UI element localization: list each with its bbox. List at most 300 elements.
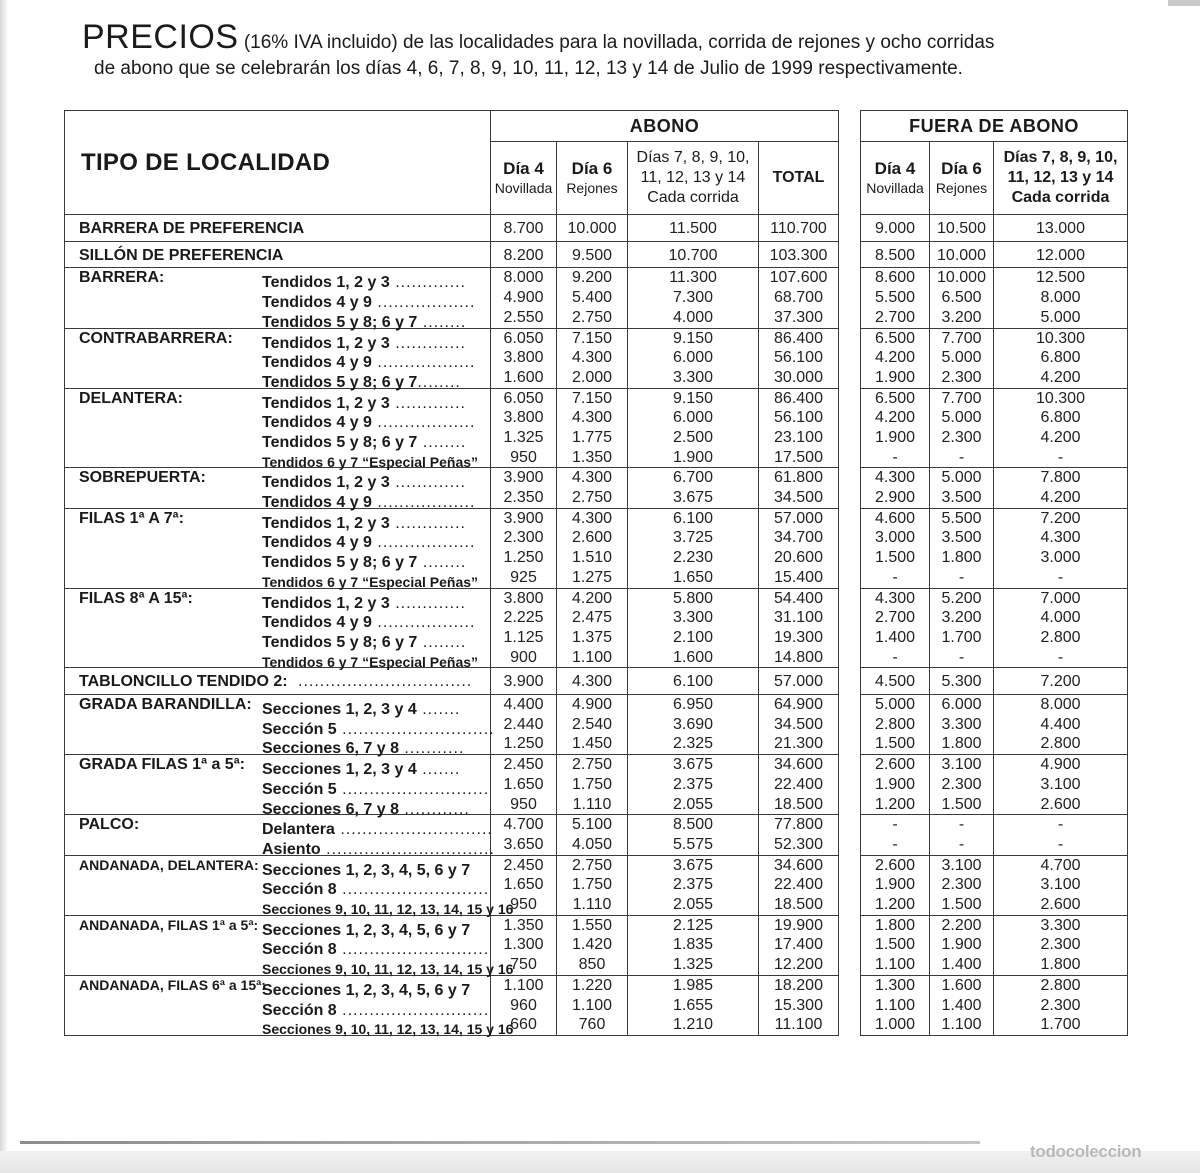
subsection-list <box>262 273 482 332</box>
price-value: 1.650 <box>672 568 714 586</box>
price-value: - <box>958 648 965 666</box>
leader-dots: ........ <box>417 633 467 651</box>
section-name: FILAS 8ª A 15ª: <box>79 589 193 607</box>
price-value: 5.575 <box>672 835 714 853</box>
price-value: 5.400 <box>571 289 613 307</box>
price-value: 950 <box>510 795 537 813</box>
price-cell-fuera-dia6 <box>930 915 994 975</box>
price-cell-abono-total <box>759 215 839 242</box>
price-value: 9.150 <box>672 389 714 407</box>
column-gap <box>839 328 861 388</box>
price-cell-abono-dia4 <box>491 388 557 468</box>
subsection-text: Tendidos 6 y 7 “Especial Peñas” <box>262 573 479 590</box>
price-cell-fuera-dia4 <box>861 215 930 242</box>
table-row <box>65 915 1128 975</box>
price-value: 2.900 <box>874 489 916 507</box>
price-value: 5.000 <box>941 409 982 427</box>
price-value: 6.000 <box>941 696 982 714</box>
price-value: 2.540 <box>571 715 613 733</box>
price-value: 4.900 <box>571 696 613 714</box>
price-cell-abono-dias-7-14 <box>628 241 759 268</box>
price-value: 4.200 <box>1040 489 1081 507</box>
price-cell-abono-dia6 <box>557 328 628 388</box>
price-value: 2.800 <box>1040 628 1081 646</box>
leader-dots: ....... <box>416 701 461 719</box>
leader-dots: ............. <box>389 594 466 612</box>
price-value: 8.000 <box>1040 289 1081 307</box>
price-value: 6.100 <box>672 509 714 527</box>
price-cell-fuera-dias-7-14 <box>994 668 1128 695</box>
price-value: 6.500 <box>874 389 916 407</box>
subsection-label <box>262 820 493 840</box>
leader-dots: ............................ <box>334 821 493 839</box>
price-cell-fuera-dias-7-14 <box>994 508 1128 588</box>
price-cell-abono-dia4 <box>491 508 557 588</box>
price-value: 2.750 <box>571 489 613 507</box>
price-value: - <box>1057 568 1064 586</box>
price-value: 3.300 <box>1040 916 1081 934</box>
price-cell-abono-dias-7-14 <box>628 915 759 975</box>
price-value: 3.900 <box>503 509 544 527</box>
section-name: SILLÓN DE PREFERENCIA <box>79 246 284 264</box>
section-name: ANDANADA, DELANTERA: <box>79 856 259 873</box>
price-value: 18.200 <box>774 976 823 994</box>
price-value: - <box>958 568 965 586</box>
subsection-text: Tendidos 4 y 9 <box>262 614 372 632</box>
price-cell-abono-dia4 <box>491 328 557 388</box>
price-value: 5.200 <box>941 589 982 607</box>
price-value: 5.500 <box>941 509 982 527</box>
price-cell-fuera-dia4 <box>861 468 930 508</box>
column-gap <box>839 755 861 815</box>
price-value: 5.000 <box>941 349 982 367</box>
leader-dots: ....... <box>416 761 461 779</box>
leader-dots: .................. <box>371 294 476 312</box>
leader-dots: ............................... <box>320 840 495 858</box>
price-value: 8.000 <box>503 269 544 287</box>
price-value: 1.100 <box>874 996 916 1014</box>
price-cell-abono-total <box>759 755 839 815</box>
price-cell-fuera-dia6 <box>930 215 994 242</box>
price-value: 8.700 <box>503 220 544 237</box>
price-value: 1.600 <box>672 648 714 666</box>
price-value: 850 <box>578 956 606 974</box>
price-value: 31.100 <box>774 609 823 627</box>
price-value: 8.600 <box>874 269 916 287</box>
price-value: 760 <box>578 1016 606 1034</box>
price-value: 1.200 <box>874 896 916 914</box>
price-cell-abono-total <box>759 668 839 695</box>
price-value: 68.700 <box>774 289 823 307</box>
column-gap <box>839 975 861 1035</box>
price-value: 1.500 <box>941 795 982 813</box>
subsection-label <box>262 780 490 800</box>
leader-dots: .................. <box>371 614 476 632</box>
col-fuera-dia6-title: Día 6 <box>941 159 982 178</box>
price-value: 4.300 <box>571 673 613 691</box>
col-fuera-novillada: Novillada <box>866 180 924 196</box>
subsection-list <box>262 861 514 920</box>
price-cell-abono-dia6 <box>557 388 628 468</box>
price-cell-abono-dias-7-14 <box>628 695 759 755</box>
price-value: 1.220 <box>571 976 613 994</box>
price-value: 5.800 <box>672 589 714 607</box>
price-cell-fuera-dias-7-14 <box>994 328 1128 388</box>
price-value: 1.350 <box>571 448 613 466</box>
price-cell-fuera-dias-7-14 <box>994 855 1128 915</box>
price-cell-fuera-dias-7-14 <box>994 468 1128 508</box>
price-value: 3.300 <box>672 609 714 627</box>
price-cell-abono-dia6 <box>557 815 628 855</box>
price-value: 4.200 <box>571 589 613 607</box>
subsection-text: Tendidos 4 y 9 <box>262 414 372 432</box>
leader-dots: ........ <box>417 373 461 391</box>
price-value: 7.200 <box>1040 673 1081 691</box>
table-row <box>65 241 1128 268</box>
column-gap <box>839 668 861 695</box>
price-value: 2.325 <box>672 735 714 753</box>
subsection-label <box>262 394 482 414</box>
table-row <box>65 855 1128 915</box>
subsection-text: Tendidos 1, 2 y 3 <box>262 514 390 532</box>
section-name: BARRERA DE PREFERENCIA <box>79 220 305 237</box>
price-cell-abono-dias-7-14 <box>628 268 759 328</box>
col-fuera-dia6 <box>930 142 994 215</box>
subsection-text: Tendidos 4 y 9 <box>262 294 372 312</box>
price-value: 34.700 <box>774 529 823 547</box>
price-cell-abono-total <box>759 588 839 668</box>
price-value: 4.000 <box>672 308 714 326</box>
price-cell-abono-total <box>759 328 839 388</box>
subsection-list <box>262 760 490 819</box>
price-value: 2.375 <box>672 876 714 894</box>
price-value: - <box>1057 648 1064 666</box>
subsection-text: Tendidos 4 y 9 <box>262 354 372 372</box>
section-name-cell <box>65 215 491 242</box>
subsection-label <box>262 514 482 534</box>
section-name-cell <box>65 668 491 695</box>
price-value: 1.500 <box>874 735 916 753</box>
price-value: 6.050 <box>503 329 544 347</box>
page-corner-shadow <box>1168 0 1200 6</box>
price-cell-abono-dia6 <box>557 215 628 242</box>
price-value: 5.100 <box>571 816 613 834</box>
price-value: 1.500 <box>874 549 916 567</box>
leader-dots: ............. <box>389 334 466 352</box>
subsection-label <box>262 473 482 493</box>
price-value: 2.475 <box>571 609 613 627</box>
price-value: 1.110 <box>572 896 612 914</box>
price-value: 110.700 <box>770 220 827 237</box>
subsection-text: Secciones 1, 2, 3 y 4 <box>262 761 417 779</box>
heading-line-1-text: (16% IVA incluido) de las localidades para la novillada, corrida de rejones y ocho corridas <box>238 32 995 53</box>
price-value: 5.300 <box>941 673 982 691</box>
price-value: 1.700 <box>941 628 982 646</box>
table-row <box>65 668 1128 695</box>
subsection-list <box>262 700 495 759</box>
price-value: 9.200 <box>571 269 613 287</box>
heading-word: PRECIOS <box>82 18 239 56</box>
price-value: 2.750 <box>571 856 613 874</box>
price-value: 11.100 <box>774 1016 823 1034</box>
price-value: 2.300 <box>941 428 982 446</box>
price-cell-fuera-dia6 <box>930 508 994 588</box>
col-novillada: Novillada <box>494 180 553 196</box>
price-value: 12.000 <box>1036 246 1085 264</box>
price-value: 2.055 <box>672 896 714 914</box>
price-value: 8.500 <box>672 816 714 834</box>
column-gap <box>839 815 861 855</box>
price-cell-abono-dias-7-14 <box>628 588 759 668</box>
price-value: 3.300 <box>941 715 982 733</box>
col-fuera-dias-line-a: Días 7, 8, 9, 10, <box>1003 149 1118 166</box>
column-gap <box>839 215 861 242</box>
price-value: 4.200 <box>1040 368 1081 386</box>
subsection-label <box>262 613 482 633</box>
leader-dots: ........................... <box>336 941 490 959</box>
price-cell-abono-total <box>759 915 839 975</box>
subsection-label <box>262 880 490 900</box>
price-value: 4.000 <box>1040 609 1081 627</box>
price-value: 15.400 <box>774 568 823 586</box>
section-name: TABLONCILLO TENDIDO 2: <box>79 673 288 691</box>
price-cell-abono-total <box>759 508 839 588</box>
table-row <box>65 695 1128 755</box>
price-value: 56.100 <box>774 409 823 427</box>
price-value: 17.500 <box>774 448 823 466</box>
price-value: 1.400 <box>941 996 982 1014</box>
price-value: 6.000 <box>672 349 714 367</box>
section-name: FILAS 1ª A 7ª: <box>79 509 184 527</box>
price-value: 6.100 <box>672 673 714 691</box>
price-value: 1.600 <box>941 976 982 994</box>
subsection-text: Secciones 1, 2, 3, 4, 5, 6 y 7 <box>262 921 471 939</box>
subsection-label <box>262 921 482 941</box>
price-value: 1.900 <box>874 368 916 386</box>
price-value: 2.550 <box>503 308 544 326</box>
subsection-label <box>262 861 482 881</box>
price-cell-fuera-dia4 <box>861 588 930 668</box>
subsection-label <box>262 1020 514 1040</box>
leader-dots: ............. <box>389 394 466 412</box>
price-cell-abono-total <box>759 468 839 508</box>
price-cell-abono-dia6 <box>557 975 628 1035</box>
price-value: - <box>958 835 965 853</box>
leader-dots: ............. <box>389 474 466 492</box>
price-value: 10.300 <box>1036 389 1085 407</box>
price-value: 900 <box>510 648 537 666</box>
price-value: 7.700 <box>941 389 982 407</box>
price-cell-abono-dias-7-14 <box>628 215 759 242</box>
subsection-text: Tendidos 6 y 7 “Especial Peñas” <box>262 453 479 470</box>
subsection-text: Tendidos 5 y 8; 6 y 7 <box>262 313 418 331</box>
price-value: 1.800 <box>874 916 916 934</box>
price-value: 4.300 <box>874 469 916 487</box>
price-cell-abono-dias-7-14 <box>628 755 759 815</box>
subsection-text: Secciones 9, 10, 11, 12, 13, 14, 15 y 16 <box>262 901 514 918</box>
column-gap <box>839 588 861 668</box>
price-cell-abono-total <box>759 388 839 468</box>
subsection-label <box>262 433 482 453</box>
price-value: 3.100 <box>941 756 982 774</box>
col-fuera-dia4-title: Día 4 <box>874 159 916 178</box>
price-value: 52.300 <box>774 835 823 853</box>
section-name: ANDANADA, FILAS 6ª a 15ª: <box>79 976 266 993</box>
price-value: 10.700 <box>668 246 718 264</box>
price-cell-abono-dia4 <box>491 215 557 242</box>
section-name: BARRERA: <box>79 269 165 287</box>
price-value: 9.150 <box>672 329 714 347</box>
section-name-cell <box>65 855 514 918</box>
subsection-text: Tendidos 1, 2 y 3 <box>262 474 390 492</box>
subsection-list <box>262 514 482 593</box>
price-value: 925 <box>510 568 537 586</box>
subsection-text: Secciones 1, 2, 3, 4, 5, 6 y 7 <box>262 981 471 999</box>
leader-dots: ................................ <box>298 673 473 691</box>
subsection-list <box>262 594 482 673</box>
price-value: 22.400 <box>774 876 823 894</box>
col-dia4 <box>491 142 557 215</box>
section-name-cell <box>65 915 514 978</box>
subsection-text: Secciones 1, 2, 3, 4, 5, 6 y 7 <box>262 861 471 879</box>
price-cell-fuera-dia6 <box>930 241 994 268</box>
price-value: - <box>892 816 898 834</box>
section-name: CONTRABARRERA: <box>79 329 233 347</box>
subsection-list <box>262 334 482 393</box>
price-value: 2.300 <box>941 368 982 386</box>
price-value: 1.100 <box>941 1016 982 1034</box>
price-value: 950 <box>510 448 537 466</box>
column-gap <box>839 695 861 755</box>
subsection-label <box>262 1001 490 1021</box>
subsection-text: Tendidos 1, 2 y 3 <box>262 394 390 412</box>
price-value: 1.325 <box>503 428 544 446</box>
price-cell-fuera-dias-7-14 <box>994 815 1128 855</box>
price-value: 1.450 <box>571 735 613 753</box>
bottom-strip <box>0 1151 1200 1173</box>
price-value: 950 <box>510 896 537 914</box>
leader-dots: ........ <box>417 554 467 572</box>
subsection-label <box>262 720 495 740</box>
price-value: 1.835 <box>672 936 714 954</box>
price-value: 2.700 <box>874 308 916 326</box>
price-value: 7.200 <box>1040 509 1081 527</box>
subsection-text: Tendidos 1, 2 y 3 <box>262 334 390 352</box>
price-cell-abono-dias-7-14 <box>628 855 759 915</box>
price-value: 1.900 <box>941 936 982 954</box>
price-value: 6.500 <box>874 329 916 347</box>
price-value: 5.000 <box>941 469 982 487</box>
price-value: 4.050 <box>571 835 613 853</box>
section-name-cell <box>65 975 514 1038</box>
section-name-cell <box>65 588 491 668</box>
price-value: 4.200 <box>1040 428 1081 446</box>
subsection-list <box>262 921 514 980</box>
price-value: 3.675 <box>672 856 714 874</box>
subsection-text: Secciones 6, 7 y 8 <box>262 800 399 818</box>
price-value: 86.400 <box>774 389 823 407</box>
price-value: 3.900 <box>503 673 544 691</box>
price-value: 8.000 <box>1040 696 1081 714</box>
price-value: 6.000 <box>672 409 714 427</box>
table-row <box>65 268 1128 328</box>
subsection-text: Delantera <box>262 821 335 839</box>
section-name: PALCO: <box>79 816 140 834</box>
price-value: 19.900 <box>774 916 823 934</box>
price-value: 2.600 <box>874 856 916 874</box>
price-value: 57.000 <box>774 509 823 527</box>
subsection-text: Sección 8 <box>262 881 337 899</box>
price-value: 2.800 <box>1040 735 1081 753</box>
price-cell-abono-total <box>759 268 839 328</box>
section-name-cell <box>65 328 491 391</box>
tipo-header: TIPO DE LOCALIDAD <box>65 111 491 215</box>
price-value: - <box>892 568 898 586</box>
price-value: 2.500 <box>672 428 714 446</box>
price-cell-abono-dias-7-14 <box>628 328 759 388</box>
price-value: 7.150 <box>571 389 613 407</box>
table-row <box>65 755 1128 815</box>
price-value: 56.100 <box>774 349 823 367</box>
price-value: 1.350 <box>503 916 544 934</box>
watermark-logo: todocoleccion <box>1030 1142 1142 1161</box>
price-table-body <box>65 215 1128 1036</box>
price-cell-abono-dias-7-14 <box>628 815 759 855</box>
price-cell-abono-total <box>759 241 839 268</box>
price-cell-abono-total <box>759 975 839 1035</box>
price-value: 3.500 <box>941 529 982 547</box>
section-name: GRADA FILAS 1ª a 5ª: <box>79 756 245 774</box>
heading-line-1 <box>82 18 1132 56</box>
col-fuera-dias-7-14 <box>994 142 1128 215</box>
price-value: 3.650 <box>503 835 544 853</box>
price-cell-fuera-dia4 <box>861 268 930 328</box>
price-value: 3.200 <box>941 308 982 326</box>
price-value: 2.055 <box>672 795 714 813</box>
price-cell-fuera-dias-7-14 <box>994 695 1128 755</box>
price-value: 23.100 <box>774 428 823 446</box>
price-value: 17.400 <box>774 936 823 954</box>
price-value: 1.510 <box>571 549 613 567</box>
price-value: 4.500 <box>874 673 916 691</box>
price-cell-fuera-dia4 <box>861 508 930 588</box>
price-value: 1.200 <box>874 795 916 813</box>
leader-dots: ........ <box>417 313 467 331</box>
price-cell-fuera-dias-7-14 <box>994 588 1128 668</box>
price-value: 11.500 <box>669 220 717 237</box>
price-cell-abono-dia6 <box>557 668 628 695</box>
section-name-cell <box>65 241 491 268</box>
price-value: 4.700 <box>1040 856 1081 874</box>
price-cell-abono-dia6 <box>557 588 628 668</box>
price-value: 1.700 <box>1040 1016 1081 1034</box>
price-value: 1.400 <box>941 956 982 974</box>
price-value: 2.600 <box>1040 795 1081 813</box>
column-gap <box>839 855 861 915</box>
price-value: 1.775 <box>571 428 613 446</box>
price-value: 8.500 <box>874 246 916 264</box>
price-value: 4.400 <box>503 696 544 714</box>
price-value: 34.600 <box>774 756 823 774</box>
leader-dots: .................. <box>371 414 476 432</box>
subsection-list <box>262 981 514 1040</box>
table-row <box>65 328 1128 388</box>
price-value: 1.550 <box>571 916 613 934</box>
subsection-text: Tendidos 6 y 7 “Especial Peñas” <box>262 653 479 670</box>
price-value: 3.725 <box>672 529 714 547</box>
price-value: 3.100 <box>941 856 982 874</box>
subsection-text: Tendidos 1, 2 y 3 <box>262 274 390 292</box>
